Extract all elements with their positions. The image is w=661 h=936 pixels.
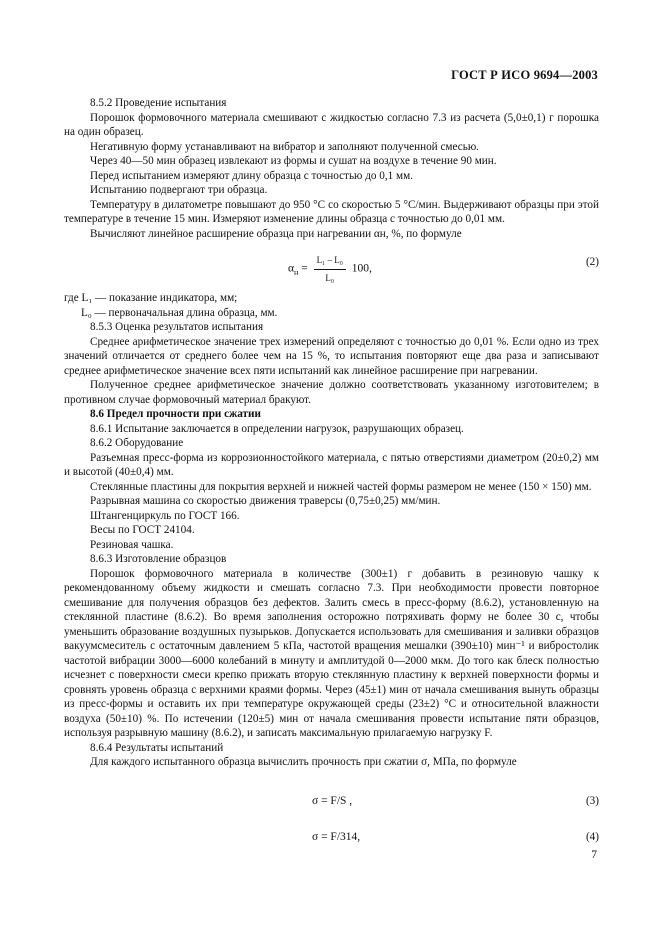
- section-heading-86: 8.6 Предел прочности при сжатии: [90, 408, 261, 420]
- equipment-item: Штангенциркуль по ГОСТ 166.: [90, 509, 240, 522]
- subsection-heading-864: 8.6.4 Результаты испытаний: [90, 741, 224, 754]
- formula-2-number: (2): [585, 256, 599, 268]
- paragraph: Для каждого испытанного образца вычислить прочность при сжатии σ, МПа, по формуле: [90, 756, 517, 768]
- formula-4: [64, 822, 599, 850]
- paragraph: Вычисляют линейное расширение образца при нагревании αн, %, по формуле: [90, 227, 462, 240]
- formula-2-denominator: L₀: [325, 272, 335, 283]
- paragraph: Через 40—50 мин образец извлекают из формы и сушат на воздухе в течение 90 мин.: [90, 155, 497, 167]
- paragraph: Порошок формовочного материала смешивают с жидкостью согласно 7.3 из расчета (5,0±0,1) г порошка на один образец.: [64, 111, 599, 138]
- section-heading-852: 8.5.2 Проведение испытания: [90, 97, 227, 109]
- paragraph: Перед испытанием измеряют длину образца с точностью до 0,1 мм.: [90, 169, 414, 182]
- document-header: ГОСТ Р ИСО 9694—2003: [451, 68, 598, 82]
- paragraph: Испытанию подвергают три образца.: [90, 184, 268, 196]
- equipment-item: Стеклянные пластины для покрытия верхней и нижней частей формы размером не менее (150 × 150) мм.: [90, 480, 592, 493]
- paragraph: 8.6.1 Испытание заключается в определении нагрузок, разрушающих образец.: [90, 422, 464, 435]
- paragraph: Порошок формовочного материала в количестве (300±1) г добавить в резиновую чашку к рекомендованному объему жидкости и смешать согласно 7.3. При необходимости провести повторное смешивание для получения образцов без дефектов. Залить смесь в пресс-форму (8.6.2), установленную на стеклянной пластине (8.6.2). Во время заполнения осторожно потряхивать форму не более 30 с, чтобы уменьшить образование воздушных пузырьков. Допускается использовать для смешивания и заливки образцов вакуумсмеситель с остаточным давлением 5 кПа, частотой вращения мешалки (390±10) мин⁻¹ и вибростолик частотой вибрации 3000—6000 колебаний в минуту и амплитудой 0—2000 мкм. До того как блеск полностью исчезнет с поверхности смеси крепко прижать вторую стеклянную пластину к верхней поверхности формы и сровнять уровень образца с верхними краями формы. Через (45±1) мин от начала смешивания вынуть образцы из пресс-формы и оставить их при температуре окружающей среды (23±2) °С и относительной влажности воздуха (50±10) %. По истечении (120±5) мин от начала смешивания провести испытание пяти образцов, используя разрывную машину (8.6.2), и записать максимальную прилагаемую нагрузку F.: [64, 567, 599, 739]
- page-number: 7: [591, 849, 597, 861]
- equipment-item: Разъемная пресс-форма из коррозионностойкого материала, с пятью отверстиями диаметром (20±0,2) мм и высотой (40±0,4) мм.: [64, 451, 599, 478]
- paragraph: Негативную форму устанавливают на вибратор и заполняют полученной смесью.: [90, 140, 479, 153]
- formula-2-numerator: L₁ – L₀: [314, 253, 346, 270]
- paragraph: Полученное среднее арифметическое значение должно соответствовать указанному изготовителем; в противном случае формовочный материал бракуют.: [64, 379, 599, 406]
- formula-2-tail: 100,: [351, 262, 372, 275]
- paragraph: Температуру в дилатометре повышают до 950 °С со скоростью 5 °С/мин. Выдерживают образцы при этой температуре в течение 15 мин. Измеряют изменение длины образца с точностью до 0,01 мм.: [64, 198, 599, 225]
- formula-2: [64, 247, 599, 287]
- formula-2-equals: =: [301, 262, 308, 275]
- formula-2-expression: [288, 253, 372, 285]
- equipment-item: Резиновая чашка.: [90, 538, 174, 551]
- formula-2-lhs-subscript: н: [294, 267, 299, 277]
- formula-2-lhs: α: [288, 262, 295, 275]
- section-heading-853: 8.5.3 Оценка результатов испытания: [90, 321, 264, 333]
- subsection-heading-862: 8.6.2 Оборудование: [90, 437, 184, 449]
- subsection-heading-863: 8.6.3 Изготовление образцов: [90, 553, 227, 565]
- formula-2-fraction: [314, 253, 346, 285]
- formula-3-expression: σ = F/S ,: [312, 794, 353, 807]
- where-item-1: где L₁ — показание индикатора, мм;: [64, 292, 238, 304]
- formula-3-number: (3): [585, 794, 599, 807]
- where-item-2: L₀ — первоначальная длина образца, мм.: [81, 306, 278, 319]
- formula-4-expression: σ = F/314,: [312, 830, 361, 843]
- equipment-item: Разрывная машина со скоростью движения траверсы (0,75±0,25) мм/мин.: [90, 495, 441, 507]
- paragraph: Среднее арифметическое значение трех измерений определяют с точностью до 0,01 %. Если одно из трех значений отличается от среднего более чем на 15 %, то испытания повторяют еще два раза и записывают среднее арифметическое значение всех пяти испытаний как линейное расширение при нагревании.: [64, 335, 599, 377]
- document-body: [64, 96, 599, 850]
- formula-4-number: (4): [585, 830, 599, 843]
- equipment-item: Весы по ГОСТ 24104.: [90, 524, 195, 536]
- formula-3: [64, 786, 599, 814]
